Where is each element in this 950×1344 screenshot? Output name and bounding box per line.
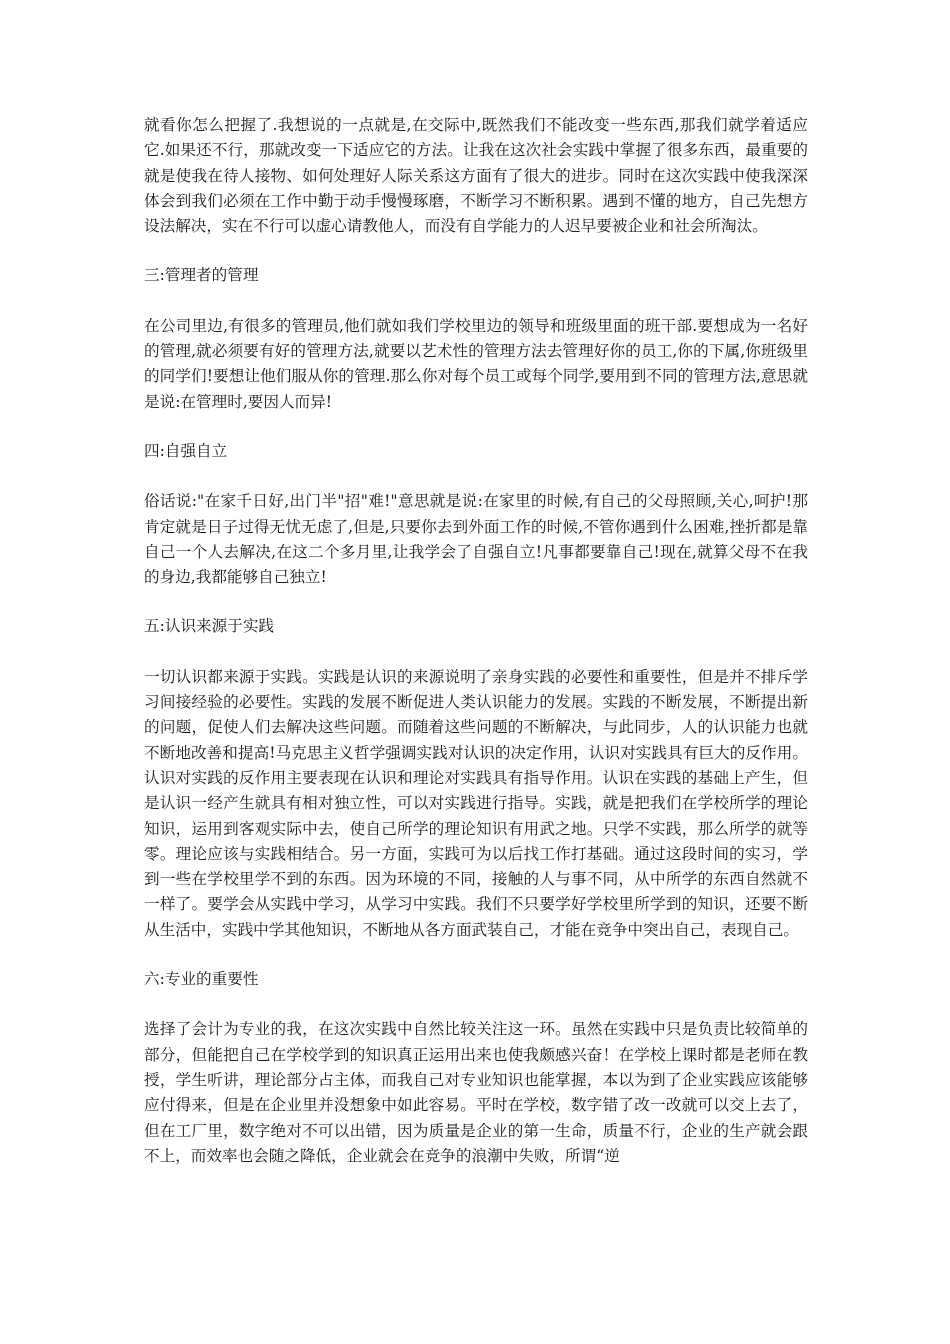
paragraph-practice: 一切认识都来源于实践。实践是认识的来源说明了亲身实践的必要性和重要性，但是并不排斥学习间接经验的必要性。实践的发展不断促进人类认识能力的发展。实践的不断发展，不断提出新的问题，促使人们去解决这些问题。而随着这些问题的不断解决，与此同步，人的认识能力也就不断地改善和提高!马克思主义哲学强调实践对认识的决定作用，认识对实践具有巨大的反作用。认识对实践的反作用主要表现在认识和理论对实践具有指导作用。认识在实践的基础上产生，但是认识一经产生就具有相对独立性，可以对实践进行指导。实践，就是把我们在学校所学的理论知识，运用到客观实际中去，使自己所学的理论知识有用武之地。只学不实践，那么所学的就等零。理论应该与实践相结合。另一方面，实践可为以后找工作打基础。通过这段时间的实习，学到一些在学校里学不到的东西。因为环境的不同，接触的人与事不同，从中所学的东西自然就不一样了。要学会从实践中学习，从学习中实践。我们不只要学好学校里所学到的知识，还要不断从生活中，实践中学其他知识，不断地从各方面武装自己，才能在竞争中突出自己，表现自己。 <box>144 667 808 939</box>
spacer <box>144 464 808 489</box>
section-heading-management: 三:管理者的管理 <box>144 266 259 285</box>
spacer <box>144 289 808 314</box>
document-body <box>144 113 808 1169</box>
paragraph-major: 选择了会计为专业的我，在这次实践中自然比较关注这一环。虽然在实践中只是负责比较简单的部分，但能把自己在学校学到的知识真正运用出来也使我颇感兴奋！在学校上课时都是老师在教授，学生听讲，理论部分占主体，而我自己对专业知识也能掌握，本以为到了企业实践应该能够应付得来，但是在企业里并没想象中如此容易。平时在学校，数字错了改一改就可以交上去了，但在工厂里，数字绝对不可以出错，因为质量是企业的第一生命，质量不行，企业的生产就会跟不上，而效率也会随之降低，企业就会在竞争的浪潮中失败，所谓“逆 <box>144 1020 808 1165</box>
spacer <box>144 239 808 263</box>
section-heading-self-reliance: 四:自强自立 <box>144 441 228 460</box>
spacer <box>144 943 808 967</box>
spacer <box>144 640 808 665</box>
paragraph-self-reliance: 俗话说:"在家千日好,出门半"招"难!"意思就是说:在家里的时候,有自己的父母照顾,关心,呵护!那肯定就是日子过得无忧无虑了,但是,只要你去到外面工作的时候,不管你遇到什么困难,挫折都是靠自己一个人去解决,在这二个多月里,让我学会了自强自立!凡事都要靠自己!现在,就算父母不在我的身边,我都能够自己独立! <box>144 492 808 587</box>
spacer <box>144 415 808 439</box>
spacer <box>144 590 808 614</box>
spacer <box>144 992 808 1017</box>
paragraph-adaptation: 就看你怎么把握了.我想说的一点就是,在交际中,既然我们不能改变一些东西,那我们就学着适应它.如果还不行，那就改变一下适应它的方法。让我在这次社会实践中掌握了很多东西，最重要的就是使我在待人接物、如何处理好人际关系这方面有了很大的进步。同时在这次实践中使我深深体会到我们必须在工作中勤于动手慢慢琢磨，不断学习不断积累。遇到不懂的地方，自己先想方设法解决，实在不行可以虚心请教他人，而没有自学能力的人迟早要被企业和社会所淘汰。 <box>144 116 808 236</box>
section-heading-practice: 五:认识来源于实践 <box>144 617 275 636</box>
paragraph-management: 在公司里边,有很多的管理员,他们就如我们学校里边的领导和班级里面的班干部.要想成为一名好的管理,就必须要有好的管理方法,就要以艺术性的管理方法去管理好你的员工,你的下属,你班级里的同学们!要想让他们服从你的管理.那么你对每个员工或每个同学,要用到不同的管理方法,意思就是说:在管理时,要因人而异! <box>144 316 808 411</box>
section-heading-major: 六:专业的重要性 <box>144 970 259 989</box>
